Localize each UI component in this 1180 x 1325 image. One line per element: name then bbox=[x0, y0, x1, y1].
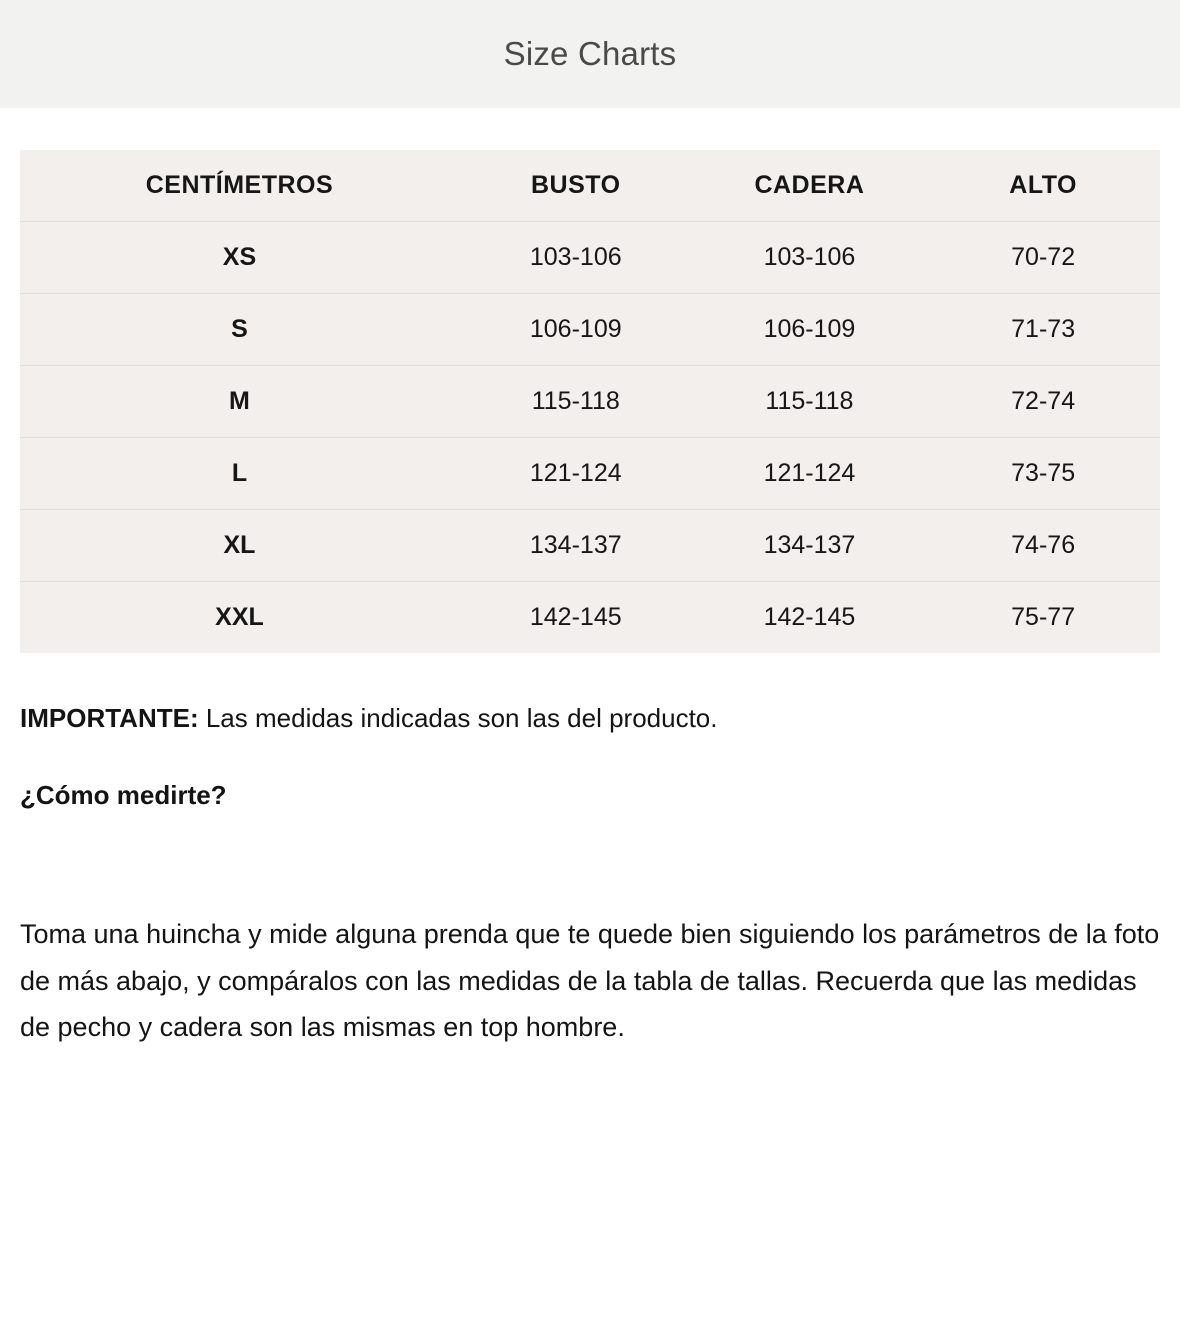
table-row bbox=[20, 438, 1160, 510]
size-table-container bbox=[20, 150, 1160, 653]
table-row bbox=[20, 510, 1160, 582]
table-row bbox=[20, 294, 1160, 366]
notes-section bbox=[20, 701, 1160, 1050]
important-text: Las medidas indicadas son las del producto. bbox=[198, 703, 718, 733]
size-table bbox=[20, 150, 1160, 653]
cell-busto: 134-137 bbox=[459, 510, 693, 582]
table-row bbox=[20, 222, 1160, 294]
cell-busto: 121-124 bbox=[459, 438, 693, 510]
page-header bbox=[0, 0, 1180, 108]
cell-busto: 103-106 bbox=[459, 222, 693, 294]
cell-size: XXL bbox=[215, 603, 264, 631]
cell-size: XL bbox=[20, 510, 459, 582]
cell-alto: 75-77 bbox=[1011, 603, 1076, 631]
important-label: IMPORTANTE: bbox=[20, 703, 199, 733]
cell-size: L bbox=[20, 438, 459, 510]
how-to-measure-heading: ¿Cómo medirte? bbox=[20, 780, 227, 811]
cell-alto: 70-72 bbox=[926, 222, 1160, 294]
cell-busto: 142-145 bbox=[529, 603, 622, 631]
table-header-row bbox=[20, 150, 1160, 222]
cell-cadera: 115-118 bbox=[693, 366, 927, 438]
cell-busto: 115-118 bbox=[459, 366, 693, 438]
cell-alto: 74-76 bbox=[926, 510, 1160, 582]
important-note bbox=[20, 701, 1160, 736]
cell-alto: 71-73 bbox=[926, 294, 1160, 366]
page-title: Size Charts bbox=[503, 35, 677, 72]
cell-cadera: 134-137 bbox=[693, 510, 927, 582]
table-row bbox=[20, 366, 1160, 438]
cell-size: XS bbox=[20, 222, 459, 294]
cell-cadera: 142-145 bbox=[763, 603, 856, 631]
cell-cadera: 106-109 bbox=[693, 294, 927, 366]
column-header-cadera: CADERA bbox=[693, 150, 927, 222]
column-header-alto: ALTO bbox=[926, 150, 1160, 222]
table-row bbox=[20, 582, 1160, 654]
cell-cadera: 103-106 bbox=[693, 222, 927, 294]
size-table-body bbox=[20, 222, 1160, 654]
cell-cadera: 121-124 bbox=[693, 438, 927, 510]
cell-size: S bbox=[20, 294, 459, 366]
cell-alto: 73-75 bbox=[926, 438, 1160, 510]
cell-alto: 72-74 bbox=[926, 366, 1160, 438]
cell-size: M bbox=[20, 366, 459, 438]
column-header-busto: BUSTO bbox=[459, 150, 693, 222]
cell-busto: 106-109 bbox=[459, 294, 693, 366]
column-header-centimetros: CENTÍMETROS bbox=[20, 150, 459, 222]
size-table-head bbox=[20, 150, 1160, 222]
how-to-measure-body: Toma una huincha y mide alguna prenda que te quede bien siguiendo los parámetros de la foto de más abajo, y compáralos con las medidas de la tabla de tallas. Recuerda que las medidas de pecho y cadera son las mismas en top hombre. bbox=[20, 919, 1160, 1042]
